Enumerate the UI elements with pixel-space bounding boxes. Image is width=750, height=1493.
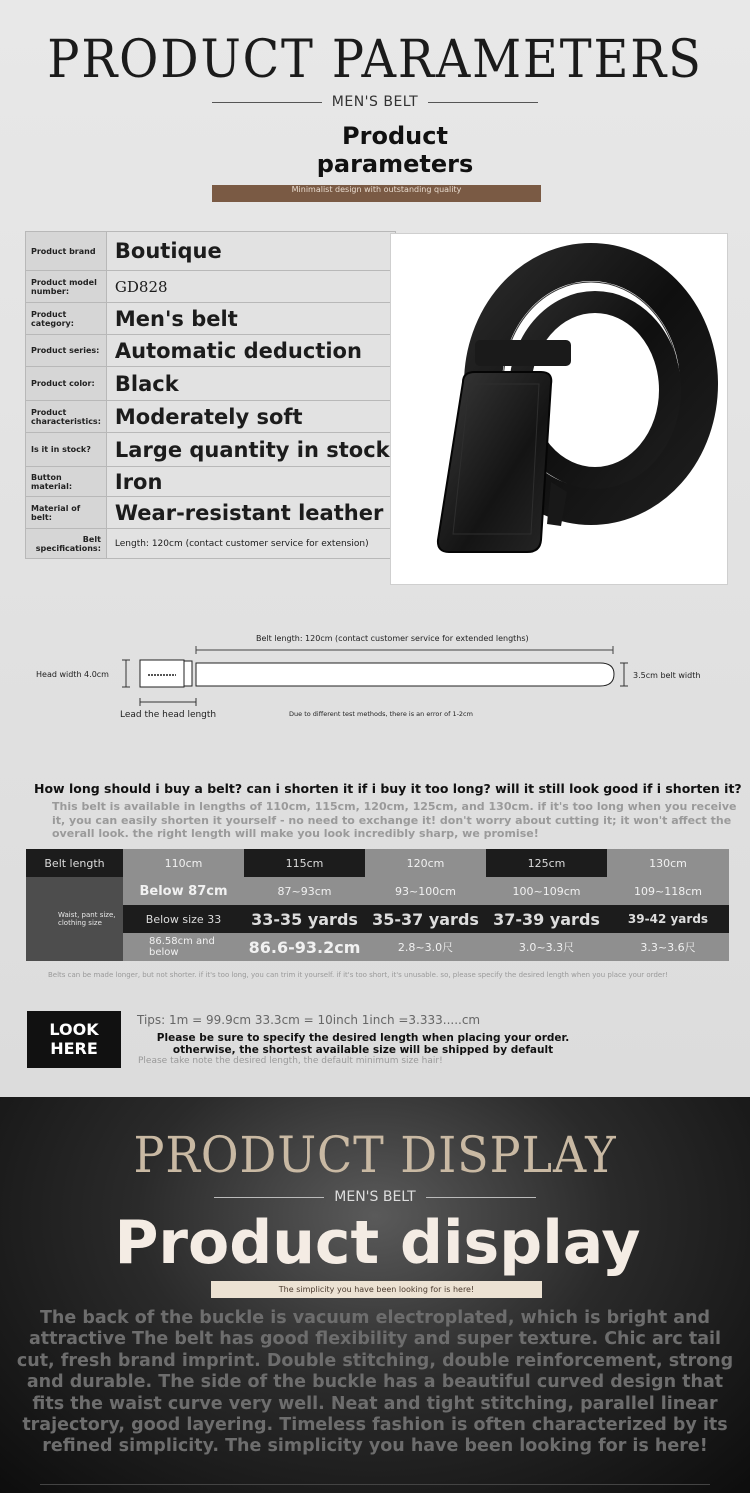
param-label: Product series: xyxy=(26,335,107,367)
yards-cell: Below size 33 xyxy=(123,905,244,933)
order-instruction: Please be sure to specify the desired length when placing your order. otherwise, the shortest available size will be shipped by default xyxy=(156,1032,570,1056)
belt-width-label: 3.5cm belt width xyxy=(633,671,701,680)
waist-cell: 109~118cm xyxy=(607,877,729,905)
chi-cell: 86.6-93.2cm xyxy=(244,933,365,961)
head-length-label: Lead the head length xyxy=(120,710,217,720)
display-description: The back of the buckle is vacuum electroplated, which is bright and attractive The belt has good flexibility and super texture. Chic arc tail cut, fresh brand imprint. Double stitching, double reinforcement, strong and durable. The side of the buckle has a beautiful curved design that fits the waist curve very well. Neat and tight stitching, parallel linear trajectory, good layering. Timeless fashion is often characterized by its refined simplicity. The simplicity you have been looking for is here! xyxy=(16,1308,734,1457)
chi-cell: 3.3~3.6尺 xyxy=(607,933,729,961)
belt-outline xyxy=(0,625,750,735)
display-heading: Product display xyxy=(114,1208,641,1278)
table-row xyxy=(26,303,396,335)
header-belt-length: Belt length xyxy=(26,849,123,877)
param-value: Wear-resistant leather xyxy=(106,497,395,529)
divider xyxy=(428,102,538,103)
param-label: Product characteristics: xyxy=(26,401,107,433)
length-cell: 125cm xyxy=(486,849,607,877)
faq-answer: This belt is available in lengths of 110cm, 115cm, 120cm, 125cm, and 130cm. if it's too long when you receive it, you can easily shorten it yourself - no need to exchange it! don't worry about cutting it; it won't affect the overall look. the right length will make you look incredibly sharp, we promise! xyxy=(52,800,737,840)
table-row xyxy=(26,497,396,529)
row-label-waist: Waist, pant size, clothing size xyxy=(26,877,123,961)
param-label: Is it in stock? xyxy=(26,433,107,467)
param-label: Product category: xyxy=(26,303,107,335)
param-value: Men's belt xyxy=(106,303,395,335)
belt-illustration xyxy=(391,234,727,584)
yards-cell: 39-42 yards xyxy=(607,905,729,933)
display-subtitle: MEN'S BELT xyxy=(334,1189,416,1205)
tagline-bar: Minimalist design with outstanding quality xyxy=(212,185,541,202)
param-value: Iron xyxy=(106,467,395,497)
subtitle-row xyxy=(0,94,750,110)
divider xyxy=(426,1197,536,1198)
table-row xyxy=(26,467,396,497)
param-value: Automatic deduction xyxy=(106,335,395,367)
faq-question: How long should i buy a belt? can i shorten it if i buy it too long? will it still look good if i shorten it? xyxy=(34,781,742,796)
belt-size-diagram xyxy=(0,625,750,735)
param-label: Button material: xyxy=(26,467,107,497)
param-value: Boutique xyxy=(106,232,395,271)
table-row xyxy=(26,335,396,367)
table-row xyxy=(26,271,396,303)
waist-cell: Below 87cm xyxy=(123,877,244,905)
param-label: Product model number: xyxy=(26,271,107,303)
unit-tips: Tips: 1m = 99.9cm 33.3cm = 10inch 1inch =3.333.....cm xyxy=(137,1013,481,1027)
divider xyxy=(212,102,322,103)
param-label: Product brand xyxy=(26,232,107,271)
waist-cell: 93~100cm xyxy=(365,877,486,905)
length-cell: 115cm xyxy=(244,849,365,877)
waist-cell: 87~93cm xyxy=(244,877,365,905)
length-cell: 110cm xyxy=(123,849,244,877)
belt-length-label: Belt length: 120cm (contact customer service for extended lengths) xyxy=(256,634,529,643)
waist-cell: 100~109cm xyxy=(486,877,607,905)
yards-cell: 37-39 yards xyxy=(486,905,607,933)
param-label: Product color: xyxy=(26,367,107,401)
param-value: Moderately soft xyxy=(106,401,395,433)
head-width-label: Head width 4.0cm xyxy=(36,670,109,679)
chi-cell: 2.8~3.0尺 xyxy=(365,933,486,961)
param-label: Material of belt: xyxy=(26,497,107,529)
page-title: PRODUCT PARAMETERS xyxy=(47,30,703,90)
table-row xyxy=(26,401,396,433)
belt-product-image xyxy=(390,233,728,585)
section-title: Product parameters xyxy=(316,122,474,178)
table-row xyxy=(26,433,396,467)
table-row xyxy=(26,529,396,559)
param-value: Large quantity in stock xyxy=(106,433,395,467)
param-value: GD828 xyxy=(106,271,395,303)
param-label: Belt specifications: xyxy=(26,529,107,559)
yards-cell: 33-35 yards xyxy=(244,905,365,933)
chi-cell: 86.58cm and below xyxy=(123,933,244,961)
table-row xyxy=(26,232,396,271)
divider xyxy=(40,1484,710,1485)
minimum-size-note: Please take note the desired length, the default minimum size hair! xyxy=(138,1056,443,1066)
length-cell: 130cm xyxy=(607,849,729,877)
look-here-badge: LOOK HERE xyxy=(27,1011,121,1068)
param-value: Length: 120cm (contact customer service for extension) xyxy=(106,529,395,559)
chi-cell: 3.0~3.3尺 xyxy=(486,933,607,961)
table-row xyxy=(26,367,396,401)
length-note: Belts can be made longer, but not shorter. if it's too long, you can trim it yourself. if it's too short, it's unusable. so, please specify the desired length when you place your order! xyxy=(48,971,668,979)
error-note: Due to different test methods, there is an error of 1-2cm xyxy=(289,710,473,718)
subtitle: MEN'S BELT xyxy=(331,94,419,110)
display-subtitle-row xyxy=(0,1189,750,1205)
yards-cell: 35-37 yards xyxy=(365,905,486,933)
length-cell: 120cm xyxy=(365,849,486,877)
divider xyxy=(214,1197,324,1198)
param-value: Black xyxy=(106,367,395,401)
size-chart-table xyxy=(26,849,729,961)
display-tagline-bar: The simplicity you have been looking for is here! xyxy=(211,1281,542,1298)
parameters-table xyxy=(25,231,396,559)
display-title: PRODUCT DISPLAY xyxy=(133,1126,617,1184)
